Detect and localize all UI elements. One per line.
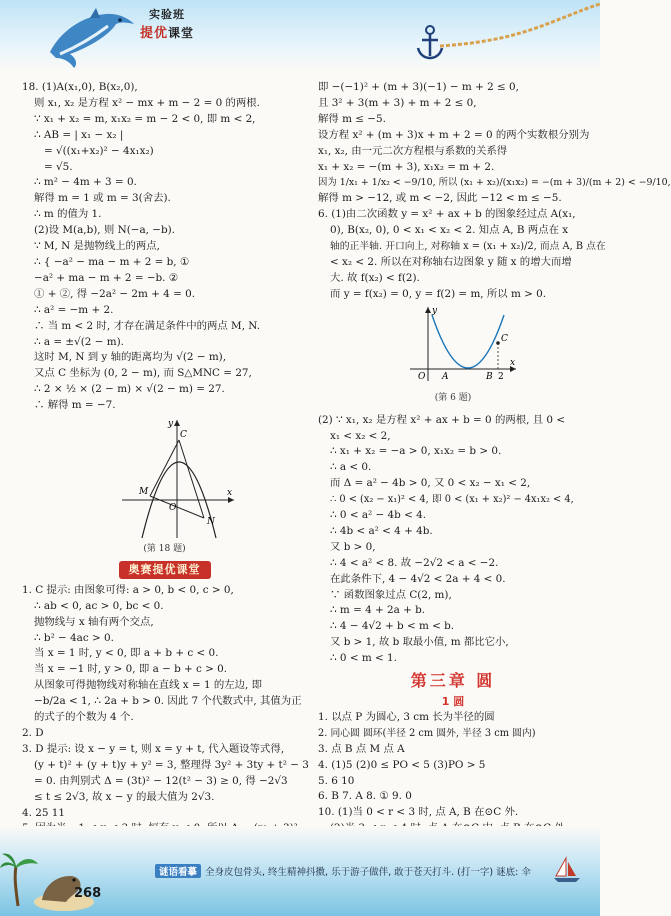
fig6-label-o: O [418, 371, 426, 382]
right-column [318, 80, 671, 853]
text-line: = √5. [44, 160, 73, 173]
text-line: ∴ a = ±√(2 − m). [34, 335, 124, 348]
text-line: ∴ a < 0. [330, 461, 372, 474]
text-line: 因为 1/x₁ + 1/x₂ < −9/10, 所以 (x₁ + x₂)/(x₁x₂) = −(m + 3)/(m + 2) < −9/10, [318, 177, 671, 189]
fig6-label-b: B [486, 371, 493, 382]
text-line: ∴ 0 < a² − 4b < 4. [330, 509, 426, 522]
text-line: ∴ b² − 4ac > 0. [34, 631, 114, 644]
proverb-tag: 谜语看摹 [155, 864, 201, 878]
text-line: ∴ { −a² − ma − m + 2 = b, ① [34, 255, 190, 268]
text-line: 又 b > 1, 故 b 取最小值, m 都比它小, [330, 636, 509, 649]
section-title: 奥赛提优课堂 [119, 561, 211, 579]
text-line: 且 3² + 3(m + 3) + m + 2 ≤ 0, [318, 96, 477, 109]
text-line: 轴的正半轴. 开口向上, 对称轴 x = (x₁ + x₂)/2, 而点 A, B 点在 [330, 241, 606, 253]
text-line: ≤ t ≤ 2√3, 故 x − y 的最大值为 2√3. [34, 790, 215, 803]
figure-18 [22, 414, 307, 542]
brand-sub: 课堂 [168, 26, 195, 40]
fig6-label-y: y [432, 305, 438, 316]
text-line: ∴ x₁ + x₂ = −a > 0, x₁x₂ = b > 0. [330, 445, 502, 458]
text-line: ∴ m = 4 + 2a + b. [330, 604, 426, 617]
page-footer [0, 826, 600, 916]
fig18-label-c: C [180, 430, 187, 441]
text-line: 又 b > 0, [330, 540, 376, 553]
fig6-label-two: 2 [498, 371, 504, 382]
fig18-label-x: x [227, 488, 233, 499]
text-line: 解得 m = 1 或 m = 3(舍去). [34, 192, 171, 205]
text-line: 4. (1)5 (2)0 ≤ PO < 5 (3)PO > 5 [318, 758, 486, 771]
text-line: 大. 故 f(x₂) < f(2). [330, 271, 420, 284]
text-line: ① + ②, 得 −2a² − 2m + 4 = 0. [34, 287, 195, 300]
text-line: 当 x = −1 时, y > 0, 即 a − b + c > 0. [34, 663, 228, 676]
text-line: = √((x₁+x₂)² − 4x₁x₂) [44, 144, 154, 157]
text-line: ∴ AB = | x₁ − x₂ | [34, 128, 124, 141]
text-line: ∵ M, N 是抛物线上的两点, [34, 240, 160, 253]
text-line: x₁, x₂, 由一元二次方程根与系数的关系得 [318, 144, 508, 157]
text-line: −a² + ma − m + 2 = −b. ② [34, 271, 179, 284]
text-line: 抛物线与 x 轴有两个交点, [34, 615, 154, 628]
rope-decoration [440, 0, 600, 72]
text-line: 而 y = f(x₂) = 0, y = f(2) = m, 所以 m > 0. [330, 287, 547, 300]
fig18-label-m: M [139, 487, 149, 498]
page-header [0, 0, 600, 72]
text-line: 的式子的个数为 4 个. [34, 711, 134, 724]
text-line: 3. 点 B 点 M 点 A [318, 742, 405, 755]
text-line: ∴ 当 m < 2 时, 才存在满足条件中的两点 M, N. [34, 319, 261, 332]
figure-6 [318, 303, 588, 391]
text-line: 这时 M, N 到 y 轴的距离均为 √(2 − m), [34, 351, 227, 364]
chapter-heading [318, 673, 588, 710]
section-banner [22, 561, 307, 579]
text-line: (y + t)² + (y + t)y + y² = 3, 整理得 3y² + 3ty + t² − 3 [34, 758, 309, 771]
brand-top: 实验班 [149, 8, 186, 21]
text-line: −b/2a < 1, ∴ 2a + b > 0. 因此 7 个代数式中, 其值为正 [34, 695, 302, 708]
text-line: ∴ 4 − 4√2 + b < m < b. [330, 620, 455, 633]
text-line: 1. C 提示: 由图象可得: a > 0, b < 0, c > 0, [22, 583, 234, 596]
text-line: 从图象可得抛物线对称轴在直线 x = 1 的左边, 即 [34, 679, 263, 692]
text-line: 则 x₁, x₂ 是方程 x² − mx + m − 2 = 0 的两根. [34, 96, 260, 109]
chapter-title: 第三章 圆 [410, 671, 496, 691]
text-line: ∴ 4b < a² < 4 + 4b. [330, 524, 433, 537]
brand-main: 提优课堂 [140, 26, 195, 41]
text-line: ∴ m 的值为 1. [34, 208, 102, 221]
brand-logo [140, 6, 194, 41]
text-line: ∴ m² − 4m + 3 = 0. [34, 176, 137, 189]
text-line: 而 Δ = a² − 4b > 0, 又 0 < x₂ − x₁ < 2, [330, 477, 531, 490]
text-line: 18. (1)A(x₁,0), B(x₂,0), [22, 81, 138, 93]
figure-18-caption: (第 18 题) [143, 544, 186, 555]
text-line: 解得 m > −12, 或 m < −2, 因此 −12 < m ≤ −5. [318, 192, 562, 205]
text-line: 2. 同心圆 圆环(半径 2 cm 圆外, 半径 3 cm 圆内) [318, 727, 536, 739]
text-line: 4. 25 11 [22, 806, 65, 819]
text-line: ∴ 4 < a² < 8. 故 −2√2 < a < −2. [330, 556, 499, 569]
text-line: ∴ 0 < m < 1. [330, 652, 397, 665]
fig18-label-n: N [207, 517, 215, 528]
page-number: 268 [74, 886, 102, 901]
text-line: ∴ 0 < (x₂ − x₁)² < 4, 即 0 < (x₁ + x₂)² − 4x₁x₂ < 4, [330, 494, 574, 506]
text-line: x₁ < x₂ < 2, [330, 429, 391, 442]
text-line: ∵ x₁ + x₂ = m, x₁x₂ = m − 2 < 0, 即 m < 2, [34, 112, 256, 125]
text-line: ∴ 2 × ½ × (2 − m) × √(2 − m) = 27. [34, 383, 225, 396]
fig18-label-y: y [168, 419, 174, 430]
lesson-title: 1 圆 [441, 695, 465, 708]
text-line: ∴ ab < 0, ac > 0, bc < 0. [34, 599, 164, 612]
text-line: 3. D 提示: 设 x − y = t, 则 x = y + t, 代入题设等式得, [22, 742, 285, 755]
text-line: ∵ 函数图象过点 C(2, m), [330, 588, 452, 601]
text-line: 当 x = 1 时, y < 0, 即 a + b + c < 0. [34, 647, 219, 660]
proverb-strip [155, 864, 575, 878]
text-line: 10. (1)当 0 < r < 3 时, 点 A, B 在⊙C 外. [318, 806, 519, 819]
text-line: 2. D [22, 727, 44, 739]
text-line: (2) ∵ x₁, x₂ 是方程 x² + ax + b = 0 的两根, 且 0 < [318, 413, 566, 426]
text-line: ∴ 解得 m = −7. [34, 399, 116, 412]
text-line: ∴ a² = −m + 2. [34, 303, 114, 316]
text-line: 即 −(−1)² + (m + 3)(−1) − m + 2 ≤ 0, [318, 81, 519, 93]
text-line: 设方程 x² + (m + 3)x + m + 2 = 0 的两个实数根分别为 [318, 128, 590, 141]
text-line: < x₂ < 2. 所以在对称轴右边图象 y 随 x 的增大而增 [330, 255, 572, 268]
text-line: = 0. 由判别式 Δ = (3t)² − 12(t² − 3) ≥ 0, 得 −2√3 [34, 774, 288, 787]
text-line: 5. 6 10 [318, 774, 355, 787]
text-line: 又点 C 坐标为 (0, 2 − m), 而 S△MNC = 27, [34, 367, 252, 380]
text-line: 在此条件下, 4 − 4√2 < 2a + 4 < 0. [330, 572, 506, 585]
left-column [22, 80, 307, 869]
text-line: 1. 以点 P 为圆心, 3 cm 长为半径的圆 [318, 710, 495, 723]
text-line: 6. (1)由二次函数 y = x² + ax + b 的图象经过点 A(x₁, [318, 208, 576, 221]
text-line: (2)设 M(a,b), 则 N(−a, −b). [34, 224, 175, 237]
text-line: 6. B 7. A 8. ① 9. 0 [318, 790, 412, 803]
dolphin-icon [30, 4, 140, 70]
text-line: 解得 m ≤ −5. [318, 112, 386, 125]
fig6-label-a: A [442, 371, 449, 382]
figure-6-caption: (第 6 题) [434, 392, 472, 403]
fig6-label-x: x [510, 357, 516, 368]
fig6-label-c: C [501, 333, 508, 344]
text-line: 0), B(x₂, 0), 0 < x₁ < x₂ < 2. 知点 A, B 两点在 x [330, 224, 569, 237]
fig18-label-o: O [169, 503, 177, 514]
proverb-text: 全身皮包骨头, 终生精神抖擞, 乐于游子做伴, 敢于苍天打斗. (打一字) 谜底: 伞 [205, 867, 531, 878]
text-line: x₁ + x₂ = −(m + 3), x₁x₂ = m + 2. [318, 160, 495, 173]
